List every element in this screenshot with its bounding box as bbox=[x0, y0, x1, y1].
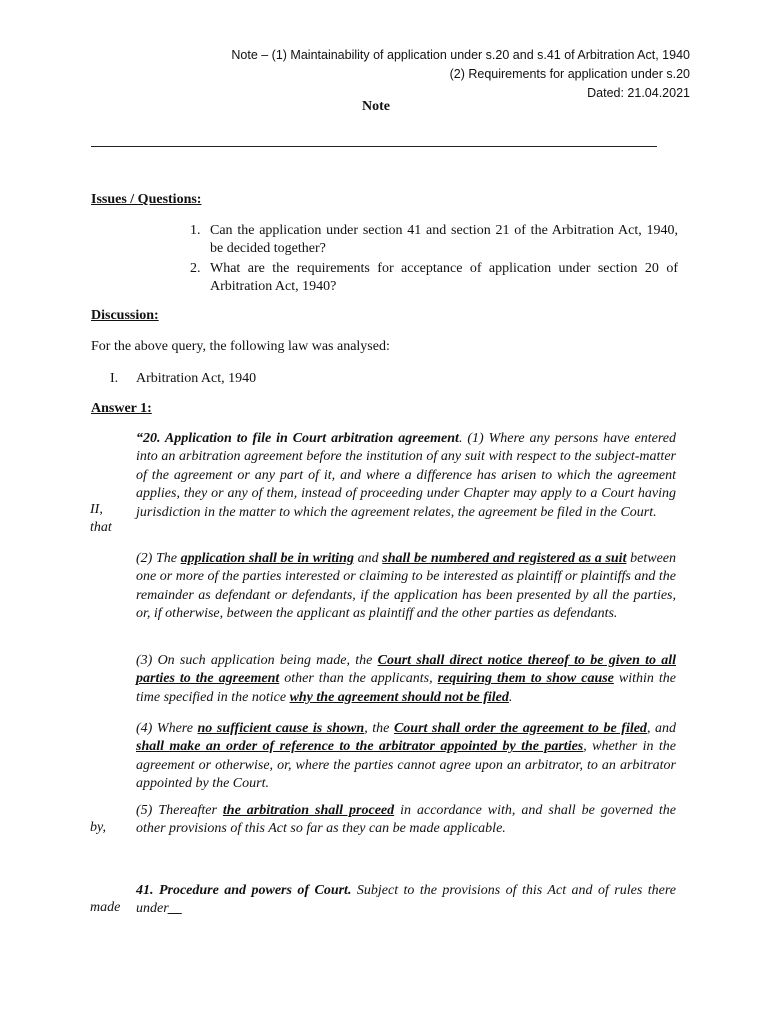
margin-note: made bbox=[90, 900, 121, 915]
discussion-intro: For the above query, the following law was analysed: bbox=[91, 339, 390, 354]
margin-note: II, bbox=[90, 502, 103, 517]
s20-para-1: “20. Application to file in Court arbitration agreement. (1) Where any persons have entered into an arbitration agreement before the institution of any suit with respect to the subject-matter of the agreement or any part of it, and where a difference has arisen to which the agreement applies, they or any of them, instead of proceeding under Chapter may apply to a Court having jurisdiction in the matter to which the agreement relates, the agreement be filed in the Court. bbox=[136, 431, 676, 520]
s20-para-5: (5) Thereafter the arbitration shall proceed in accordance with, and shall be governed the other provisions of this Act so far as they can be made applicable. bbox=[136, 803, 676, 837]
margin-note: that bbox=[90, 520, 112, 535]
s41-para: 41. Procedure and powers of Court. Subject to the provisions of this Act and of rules there under__ bbox=[136, 883, 676, 917]
s20-para-4: (4) Where no sufficient cause is shown, the Court shall order the agreement to be filed, and shall make an order of reference to the arbitrator appointed by the parties, whether in the agreement or otherwise, or, where the parties cannot agree upon an arbitrator, to an arbitrator appointed by the Court. bbox=[136, 721, 677, 792]
header-line-1: Note – (1) Maintainability of application under s.20 and s.41 of Arbitration Act, 1940 bbox=[231, 48, 690, 62]
law-number: I. bbox=[110, 371, 119, 386]
law-name: Arbitration Act, 1940 bbox=[136, 371, 257, 386]
discussion-heading: Discussion: bbox=[91, 308, 159, 323]
title-divider bbox=[91, 146, 657, 147]
issues-heading: Issues / Questions: bbox=[91, 192, 202, 207]
page-title: Note bbox=[362, 99, 390, 114]
s20-para-3: (3) On such application being made, the Court shall direct notice thereof to be given to all parties to the agreement other than the applicants, requiring them to show cause within the time specified in the notice why the agreement should not be filed. bbox=[136, 653, 677, 705]
margin-note: by, bbox=[90, 820, 106, 835]
issue-item: 2. What are the requirements for acceptance of application under section 20 of Arbitration Act, 1940? bbox=[190, 261, 678, 294]
issue-item: 1. Can the application under section 41 and section 21 of the Arbitration Act, 1940, be decided together? bbox=[190, 223, 678, 256]
answer1-heading: Answer 1: bbox=[91, 401, 152, 416]
s20-para-2: (2) The application shall be in writing and shall be numbered and registered as a suit between one or more of the parties interested or claiming to be interested as plaintiff or plaintiffs and the remainder as defendant or defendants, if the application has been presented by all the parties, or, if otherwise, between the applicant as plaintiff and the other parties as defendants. bbox=[136, 551, 676, 622]
issues-list bbox=[190, 222, 678, 296]
header-line-2: (2) Requirements for application under s.20 bbox=[449, 67, 690, 81]
header-date: Dated: 21.04.2021 bbox=[587, 86, 690, 100]
